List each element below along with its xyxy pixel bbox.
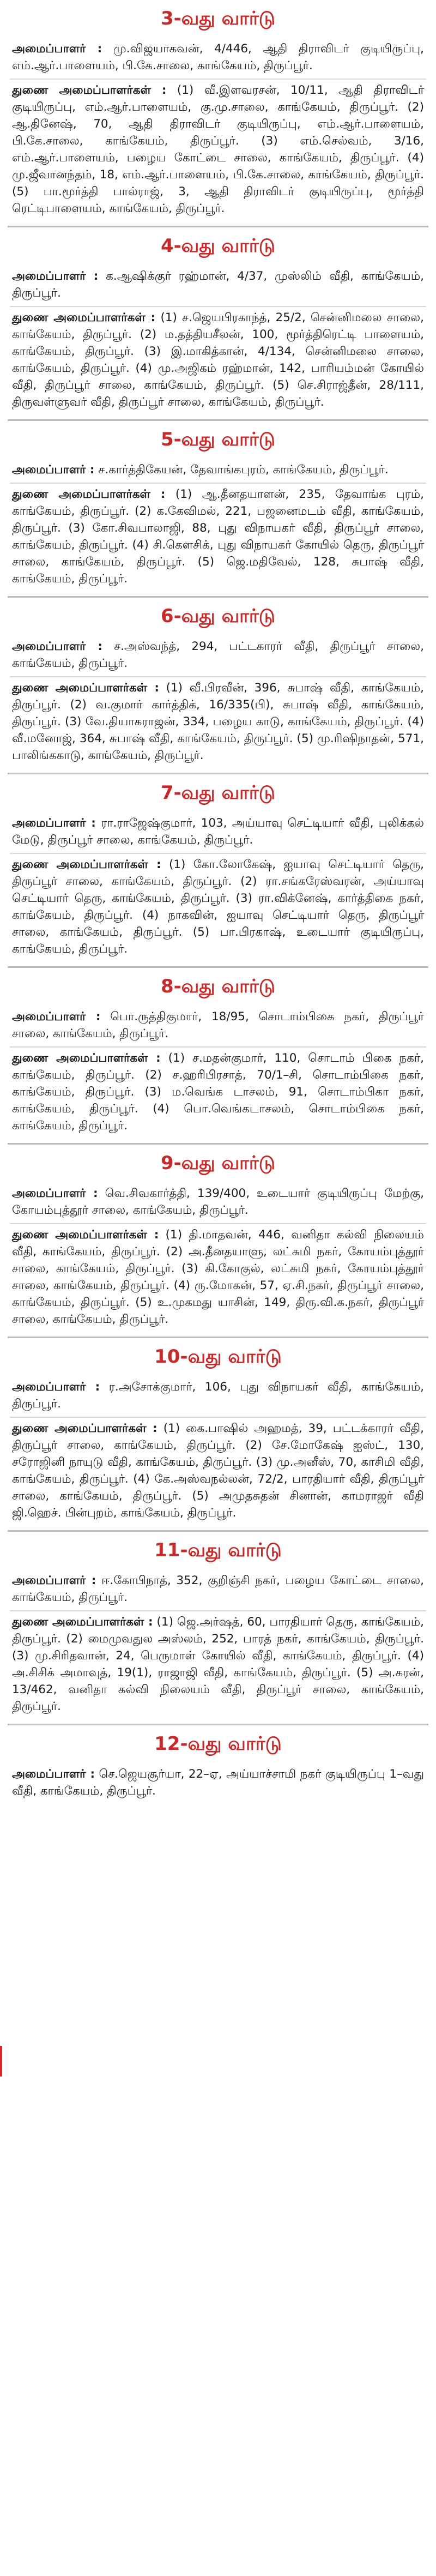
minister-label: அமைப்பாளர் : — [12, 269, 99, 283]
ward-9-section — [8, 1145, 428, 1338]
ward-3-section — [8, 0, 428, 227]
minister-entry — [8, 459, 428, 483]
deputies-text: (1) கை.பாஷில் அஹமத், 39, பட்டக்காரர் வீதி, திருப்பூர் சாலை, காங்கேயம், திருப்பூர். (2) சே.மோகேஷ் ஐஸ்ட், 130, சரோஜினி நாயுடு வீதி, காங்கேயம், திருப்பூர். (3) மு.அனீஸ், 70, காசிமி வீதி, காங்கேயம், திருப்பூர். (4) கே.அஸ்வநல்லன், 72/2, பாரதியார் வீதி, திருப்பூர் சாலை, காங்கேயம், திருப்பூர். (5) அமுதசுதன் சினான், காமராஜர் வீதி ஜி.ஹெச். பின்புறம், காங்கேயம், திருப்பூர். — [12, 1422, 424, 1520]
ward-8-section — [8, 968, 428, 1145]
minister-text: ரா.ராஜேஷ்குமார், 103, அய்யாவு செட்டியார் வீதி, புலிக்கல் மேடு, திருப்பூர் சாலை, காங்கேயம், திருப்பூர். — [12, 816, 424, 847]
minister-entry — [8, 636, 428, 676]
ward-7-section — [8, 774, 428, 968]
left-margin-rule — [0, 0, 2, 2576]
ward-title: 8-வது வார்டு — [160, 976, 276, 997]
ward-title: 10-வது வார்டு — [154, 1346, 282, 1368]
deputies-label: துணை அமைப்பாளர்கள் : — [12, 487, 166, 501]
minister-label: அமைப்பாளர் : — [12, 42, 102, 56]
deputies-entry — [8, 1611, 428, 1719]
deputies-text: (1) கோ.லோகேஷ், ஐயாவு செட்டியார் தெரு, திருப்பூர் சாலை, காங்கேயம், திருப்பூர். (2) ரா.சங்கரேஸ்வரன், அய்யாவு செட்டியார் தெரு, காங்கேயம், திருப்பூர். (3) ரா.விக்னேஷ், கார்த்திகை நகர், காங்கேயம், திருப்பூர். (4) நாகவின், ஐயாவு செட்டியார் தெரு, திருப்பூர் சாலை, காங்கேயம், திருப்பூர். (5) பா.பிரகாஷ், உடையார் குடியிருப்பு, காங்கேயம், திருப்பூர். — [12, 858, 424, 956]
minister-label: அமைப்பாளர் : — [12, 1767, 95, 1781]
deputies-text: (1) ஆ.தீனதயாளன், 235, தேவாங்க புரம், காங்கேயம், திருப்பூர். (2) க.கேவிமல், 221, பஜனைமடம் வீதி, காங்கேயம், திருப்பூர். (3) கோ.சிவபாலாஜி, 88, புது விநாயகர் வீதி, திருப்பூர் சாலை, காங்கேயம், திருப்பூர். (4) சி.கௌசிக், புது விநாயகர் கோயில் தெரு, திருப்பூர் சாலை, காங்கேயம், திருப்பூர். (5) ஜெ.மதிவேல், 128, சுபாஷ் வீதி, காங்கேயம், திருப்பூர். — [12, 487, 424, 586]
deputies-label: துணை அமைப்பாளர்கள் : — [12, 83, 167, 97]
minister-entry — [8, 812, 428, 853]
minister-label: அமைப்பாளர் : — [12, 1187, 98, 1200]
minister-label: அமைப்பாளர் : — [12, 1010, 101, 1024]
minister-entry — [8, 1570, 428, 1610]
ward-title: 4-வது வார்டு — [160, 235, 276, 257]
minister-text: பொ.ருத்திகுமார், 18/95, சொடாம்பிகை நகர், திருப்பூர் சாலை, காங்கேயம், திருப்பூர். — [12, 1010, 424, 1040]
ward-5-section — [8, 421, 428, 598]
ward-title: 7-வது வார்டு — [160, 782, 276, 804]
ward-4-section — [8, 227, 428, 421]
deputies-label: துணை அமைப்பாளர்கள் : — [12, 1615, 153, 1629]
minister-entry — [8, 1764, 428, 1804]
deputies-entry — [8, 307, 428, 415]
ward-6-section — [8, 598, 428, 774]
deputies-text: (1) வீ.பிரவீன், 396, சுபாஷ் வீதி, காங்கேயம், திருப்பூர். (2) வ.குமார் கார்த்திக், 16/335(பி), சுபாஷ் வீதி, காங்கேயம், திருப்பூர். (3) வே.தியாகராஜன், 334, பழைய காடு, காங்கேயம், திருப்பூர். (4) வீ.மனோஜ், 364, சுபாஷ் வீதி, காங்கேயம், திருப்பூர். (5) மு.ரிஷிநாதன், 571, பாலிங்ககாடு, காங்கேயம், திருப்பூர். — [12, 681, 424, 762]
deputies-label: துணை அமைப்பாளர்கள் : — [12, 858, 161, 871]
ward-title: 11-வது வார்டு — [154, 1539, 282, 1561]
deputies-label: துணை அமைப்பாளர்கள் : — [12, 1422, 158, 1435]
deputies-text: (1) தி.மாதவன், 446, வனிதா கல்வி நிலையம் வீதி, காங்கேயம், திருப்பூர். (2) அ.தீனதயாளு, லட்சுமி நகர், கோயம்புத்தூர் சாலை, காங்கேயம், திருப்பூர். (3) கி.கோகுல், லட்சுமி நகர், கோயம்புத்தூர் சாலை, காங்கேயம், திருப்பூர். (4) ரு.மோகன், 57, ஏ.சி.நகர், திருப்பூர் சாலை, காங்கேயம், திருப்பூர். (5) உ.முகமது யாசின், 149, திரு.வி.க.நகர், திருப்பூர் சாலை, காங்கேயம், திருப்பூர். — [12, 1228, 424, 1326]
minister-text: ச.அஸ்வந்த், 294, பட்டகாரர் வீதி, திருப்பூர் சாலை, காங்கேயம், திருப்பூர். — [12, 640, 424, 670]
minister-entry — [8, 1183, 428, 1223]
red-margin-marker — [0, 2046, 2, 2077]
minister-text: க.ஆஷிக்குர் ரஹ்மான், 4/37, முஸ்லிம் வீதி, காங்கேயம், திருப்பூர். — [12, 269, 424, 300]
ward-11-section — [8, 1532, 428, 1725]
ward-title: 6-வது வார்டு — [160, 605, 276, 627]
deputies-label: துணை அமைப்பாளர்கள் : — [12, 1228, 159, 1242]
deputies-label: துணை அமைப்பாளர்கள் : — [12, 1051, 161, 1065]
ward-title: 12-வது வார்டு — [154, 1733, 282, 1755]
deputies-text: (1) ச.ஜெயபிரகாந்த், 25/2, சென்னிமலை சாலை, காங்கேயம், திருப்பூர். (2) ம.தத்தியசீலன், 100, மூர்த்திரெட்டி பாளையம், காங்கேயம், திருப்பூர். (3) இ.மாகித்கான், 4/134, சென்னிமலை சாலை, காங்கேயம், திருப்பூர். (4) மு.அஜிகம் ரஹ்மான், 142, பாரியம்மன் கோயில் வீதி, திருப்பூர் சாலை, காங்கேயம், திருப்பூர். (5) செ.சிராஜ்தீன், 28/111, திருவள்ளுவர் வீதி, திருப்பூர் சாலை, காங்கேயம், திருப்பூர். — [12, 311, 424, 409]
deputies-entry — [8, 1224, 428, 1332]
minister-label: அமைப்பாளர் : — [12, 816, 96, 830]
deputies-entry — [8, 1418, 428, 1526]
minister-text: ச.கார்த்திகேயன், தேவாங்கபுரம், காங்கேயம், திருப்பூர். — [98, 463, 389, 477]
ward-title: 5-வது வார்டு — [160, 429, 276, 450]
minister-text: செ.ஜெயசூர்யா, 22–ஏ, அய்யாச்சாமி நகர் குடியிருப்பு 1–வது வீதி, காங்கேயம், திருப்பூர். — [12, 1767, 424, 1798]
ward-12-section — [8, 1725, 428, 1804]
minister-entry — [8, 1376, 428, 1417]
deputies-entry — [8, 854, 428, 962]
minister-text: ஈ.கோபிநாத், 352, குறிஞ்சி நகர், பழைய கோட்டை சாலை, காங்கேயம், திருப்பூர். — [12, 1574, 424, 1604]
deputies-label: துணை அமைப்பாளர்கள் : — [12, 311, 156, 324]
deputies-entry — [8, 484, 428, 592]
deputies-label: துணை அமைப்பாளர்கள் : — [12, 681, 159, 695]
minister-label: அமைப்பாளர் : — [12, 1380, 100, 1394]
deputies-entry — [8, 677, 428, 768]
ward-title: 9-வது வார்டு — [160, 1152, 276, 1174]
ward-title: 3-வது வார்டு — [160, 8, 276, 29]
minister-label: அமைப்பாளர் : — [12, 640, 102, 653]
minister-label: அமைப்பாளர் : — [12, 463, 95, 477]
minister-text: மு.விஜயாகவன், 4/446, ஆதி திராவிடர் குடியிருப்பு, எம்.ஆர்.பாளையம், பி.கே.சாலை, காங்கேயம், திருப்பூர். — [12, 42, 424, 73]
deputies-text: (1) ச.மதன்குமார், 110, சொடாம் பிகை நகர், காங்கேயம், திருப்பூர். (2) ச.ஹரிபிரசாத், 70/1–சி, சொடாம்பிகை நகர், காங்கேயம், திருப்பூர். (3) ம.வெங்க டாசலம், 91, சொடாம்பிகா நகர், காங்கேயம், திருப்பூர். (4) பொ.வெங்கடாசலம், சொடாம்பிகை நகர், காங்கேயம், திருப்பூர். — [12, 1051, 424, 1133]
minister-label: அமைப்பாளர் : — [12, 1574, 96, 1587]
deputies-text: (1) வீ.இளவரசன், 10/11, ஆதி திராவிடர் குடியிருப்பு, எம்.ஆர்.பாளையம், கு.மு.சாலை, காங்கேயம், திருப்பூர். (2) ஆ.தினேஷ், 70, ஆதி திராவிடர் குடியிருப்பு, எம்.ஆர்.பாளையம், பி.கே.சாலை, காங்கேயம், திருப்பூர். (3) எம்.செல்வம், 3/16, எம்.ஆர்.பாளையம், பழைய கோட்டை சாலை, காங்கேயம், திருப்பூர். (4) மு.ஜீவானந்தம், 18, எம்.ஆர்.பாளையம், பி.கே.சாலை, காங்கேயம், திருப்பூர். (5) பா.மூர்த்தி பால்ராஜ், 3, ஆதி திராவிடர் குடியிருப்பு, மூர்த்தி ரெட்டிபாளையம், காங்கேயம், திருப்பூர். — [12, 83, 424, 215]
ward-10-section — [8, 1338, 428, 1532]
minister-entry — [8, 38, 428, 79]
deputies-entry — [8, 80, 428, 221]
deputies-text: (1) ஜெ.அர்ஷத், 60, பாரதியார் தெரு, காங்கேயம், திருப்பூர். (2) மைமுவதுல அஸ்லம், 252, பாரத் நகர், காங்கேயம், திருப்பூர். (3) மு.சிரிதவான், 24, பெருமாள் கோயில் வீதி, காங்கேயம், திருப்பூர். (4) அ.சிசிக் அமாவுத், 19(1), ராஜாஜி வீதி, காங்கேயம், திருப்பூர். (5) அ.கரன், 13/462, வனிதா கல்வி நிலையம் வீதி, திருப்பூர் சாலை, காங்கேயம், திருப்பூர். — [12, 1615, 424, 1713]
minister-text: வெ.சிவகார்த்தி, 139/400, உடையார் குடியிருப்பு மேற்கு, கோயம்புத்தூர் சாலை, காங்கேயம், திருப்பூர். — [12, 1187, 424, 1217]
ward-list-column — [8, 0, 428, 1804]
minister-text: ர.அசோக்குமார், 106, புது விநாயகர் வீதி, காங்கேயம், திருப்பூர். — [12, 1380, 424, 1411]
minister-entry — [8, 266, 428, 306]
deputies-entry — [8, 1048, 428, 1139]
minister-entry — [8, 1006, 428, 1046]
